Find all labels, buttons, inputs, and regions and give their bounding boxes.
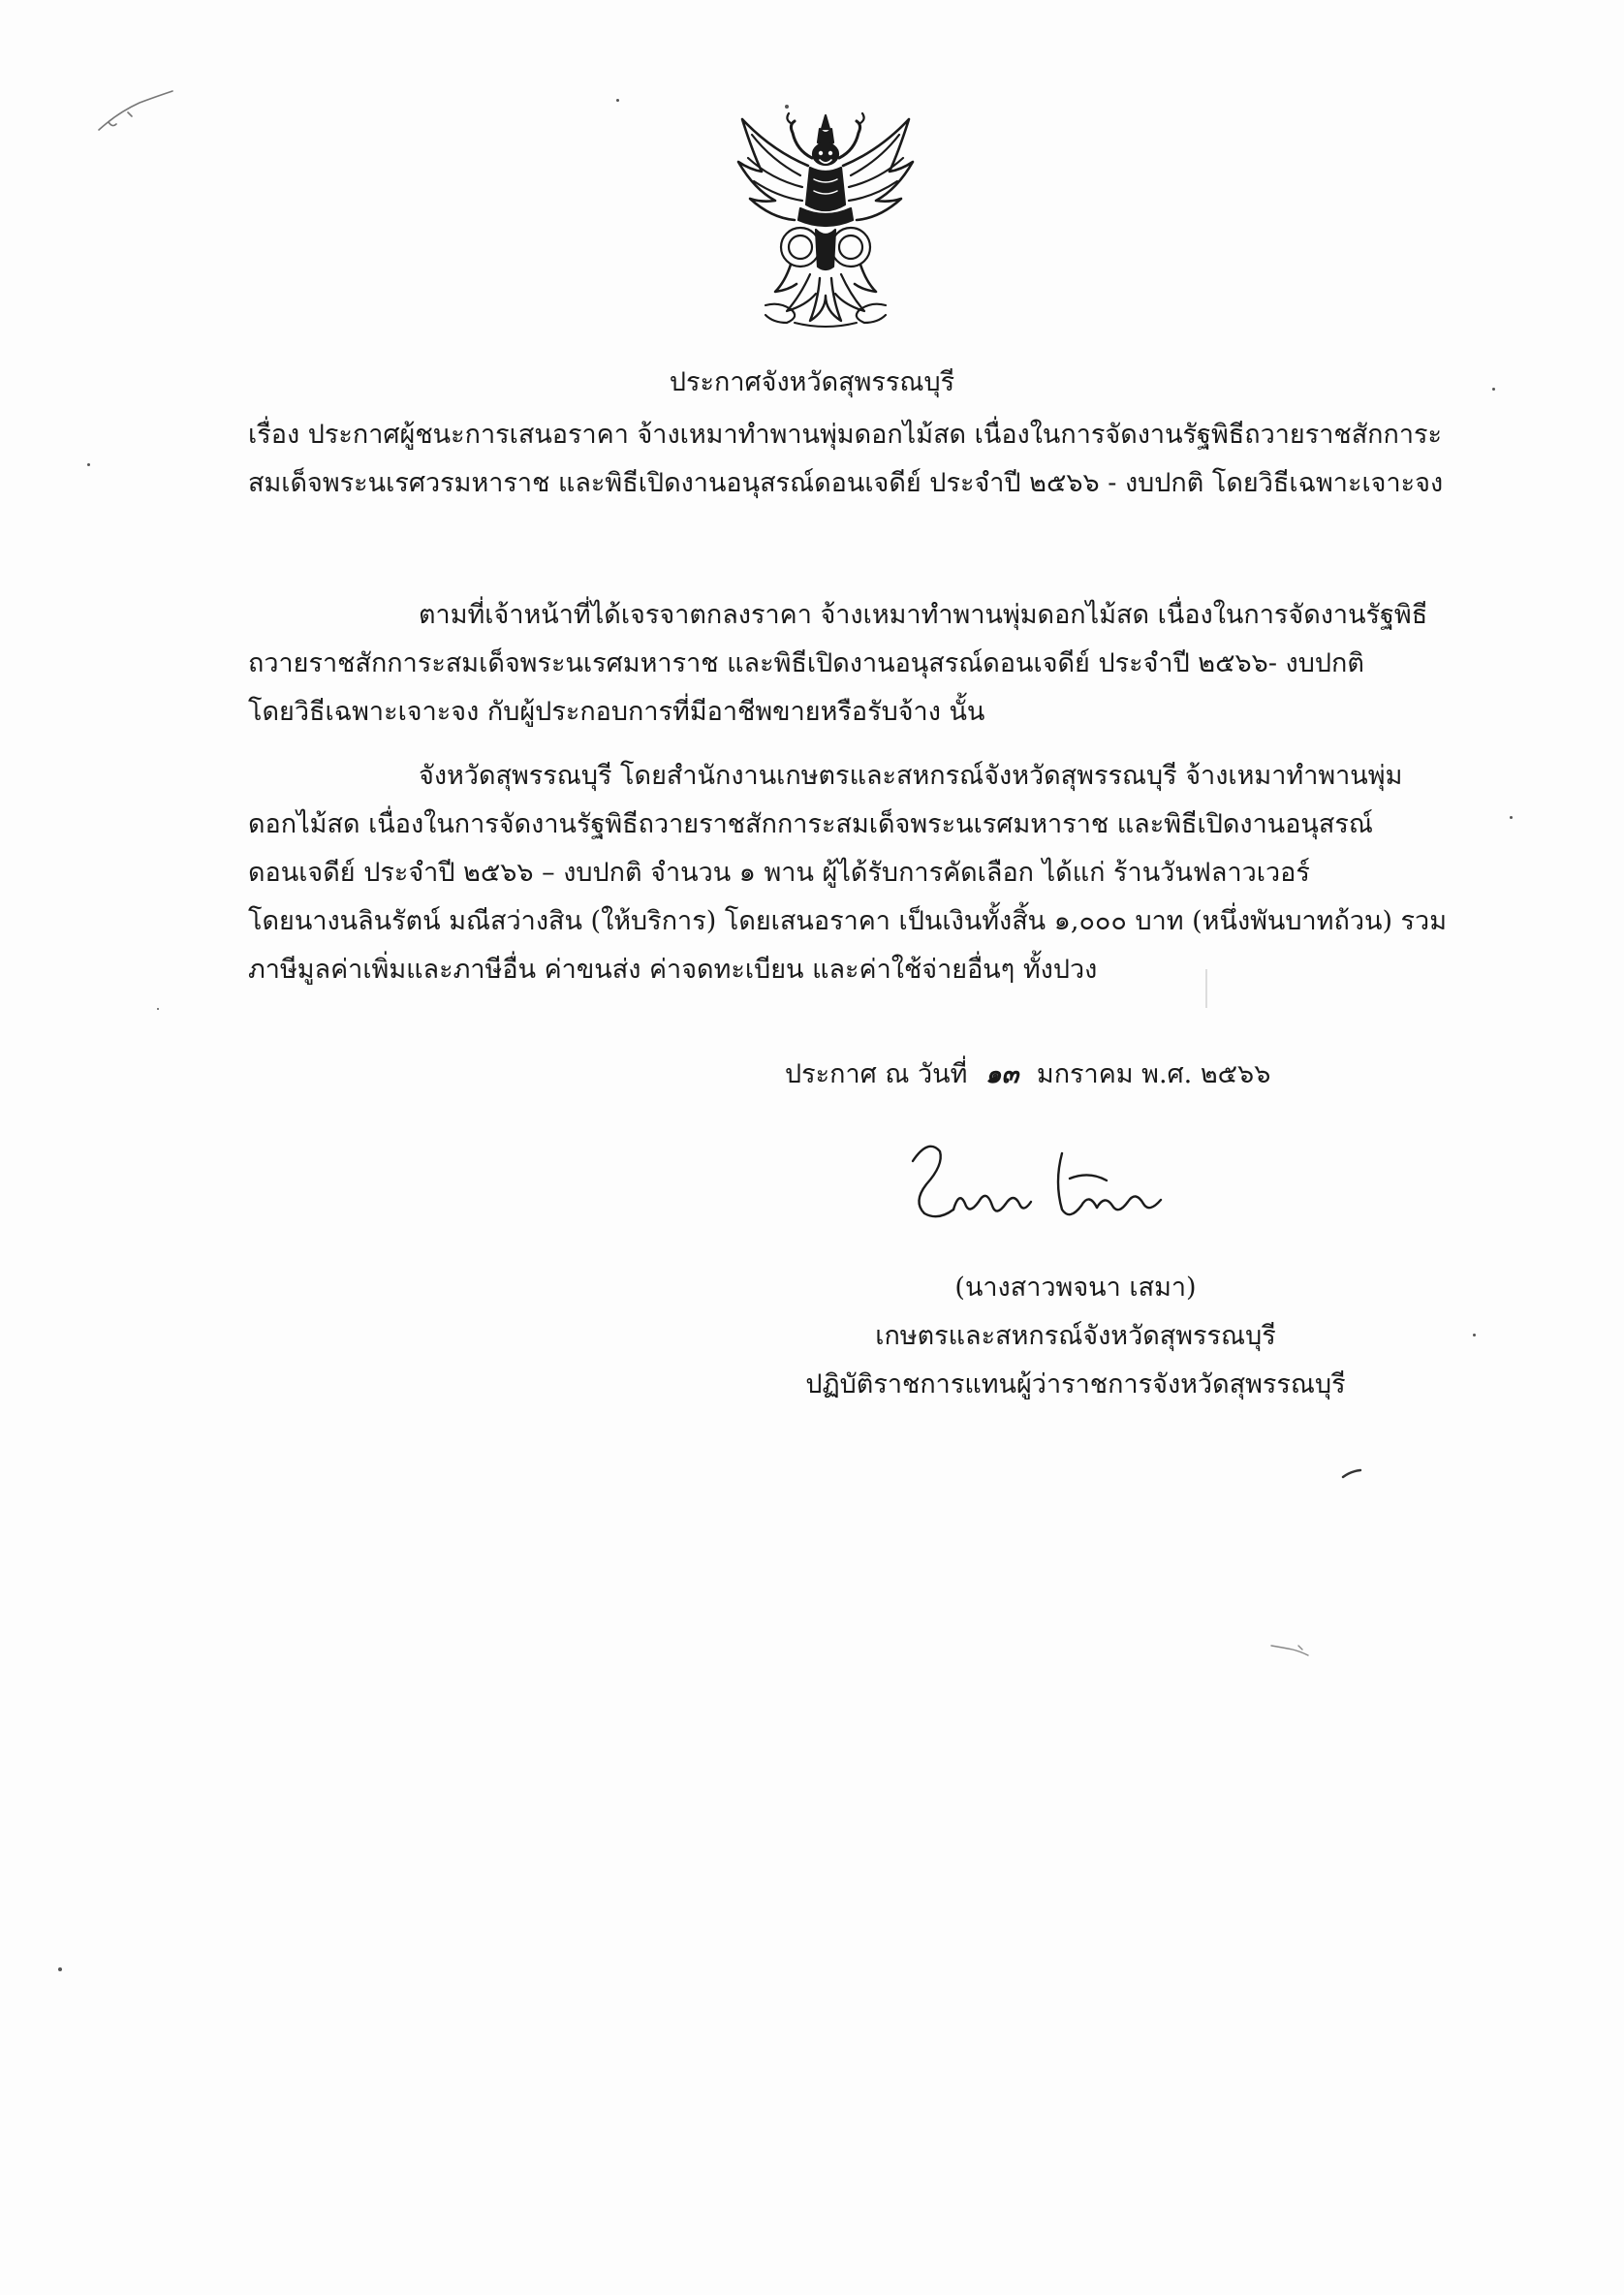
paragraph-2-line: จังหวัดสุพรรณบุรี โดยสำนักงานเกษตรและสหกรณ์จังหวัดสุพรรณบุรี จ้างเหมาทำพานพุ่ม	[419, 761, 1403, 791]
garuda-emblem-icon	[733, 111, 919, 330]
date-day-handwritten: ๑๓	[985, 1060, 1019, 1089]
scan-speck	[87, 463, 90, 466]
paragraph-1-line: โดยวิธีเฉพาะเจาะจง กับผู้ประกอบการที่มีอาชีพขายหรือรับจ้าง นั้น	[248, 697, 985, 727]
body-paragraph-1	[248, 591, 1469, 737]
announcement-date	[785, 1053, 1270, 1094]
announcement-subject	[248, 411, 1488, 508]
scan-mark-icon	[89, 83, 186, 141]
paragraph-2-line: ภาษีมูลค่าเพิ่มและภาษีอื่น ค่าขนส่ง ค่าจดทะเบียน และค่าใช้จ่ายอื่นๆ ทั้งปวง	[248, 955, 1098, 985]
subject-line-1: เรื่อง ประกาศผู้ชนะการเสนอราคา จ้างเหมาทำพานพุ่มดอกไม้สด เนื่องในการจัดงานรัฐพิธีถวายราชสักการะ	[248, 420, 1443, 450]
handwritten-signature-icon	[899, 1132, 1200, 1239]
scan-line	[1205, 969, 1207, 1008]
signatory-acting-position: ปฏิบัติราชการแทนผู้ว่าราชการจังหวัดสุพรรณบุรี	[805, 1369, 1346, 1399]
announcement-title: ประกาศจังหวัดสุพรรณบุรี	[669, 367, 955, 397]
signatory-name: (นางสาวพจนา เสมา)	[954, 1273, 1197, 1303]
date-prefix: ประกาศ ณ วันที่	[785, 1059, 968, 1089]
scan-speck	[1492, 388, 1495, 391]
scan-speck	[58, 1967, 62, 1971]
body-paragraph-2	[248, 752, 1469, 994]
scan-speck	[616, 99, 619, 102]
paragraph-2-line: โดยนางนลินรัตน์ มณีสว่างสิน (ให้บริการ) โดยเสนอราคา เป็นเงินทั้งสิ้น ๑,๐๐๐ บาท (หนึ่งพันบาทถ้วน) รวม	[248, 906, 1448, 936]
scan-speck	[1510, 816, 1513, 819]
scan-speck	[1473, 1334, 1476, 1336]
paragraph-2-line: ดอนเจดีย์ ประจำปี ๒๕๖๖ – งบปกติ จำนวน ๑ พาน ผู้ได้รับการคัดเลือก ได้แก่ ร้านวันฟลาวเวอร์	[248, 858, 1310, 888]
scan-mark-icon	[1341, 1467, 1364, 1481]
date-month-year: มกราคม พ.ศ. ๒๕๖๖	[1036, 1059, 1271, 1089]
scan-speck	[785, 105, 789, 109]
paragraph-2-line: ดอกไม้สด เนื่องในการจัดงานรัฐพิธีถวายราชสักการะสมเด็จพระนเรศมหาราช และพิธีเปิดงานอนุสรณ์	[248, 809, 1373, 839]
paragraph-1-line: ตามที่เจ้าหน้าที่ได้เจรจาตกลงราคา จ้างเหมาทำพานพุ่มดอกไม้สด เนื่องในการจัดงานรัฐพิธี	[419, 600, 1428, 630]
paragraph-1-line: ถวายราชสักการะสมเด็จพระนเรศมหาราช และพิธีเปิดงานอนุสรณ์ดอนเจดีย์ ประจำปี ๒๕๖๖- งบปกติ	[248, 648, 1364, 678]
subject-line-2: สมเด็จพระนเรศวรมหาราช และพิธีเปิดงานอนุสรณ์ดอนเจดีย์ ประจำปี ๒๕๖๖ - งบปกติ โดยวิธีเฉพาะเจาะจง	[248, 468, 1444, 498]
scan-mark-icon	[1269, 1638, 1318, 1661]
signatory-position: เกษตรและสหกรณ์จังหวัดสุพรรณบุรี	[875, 1321, 1276, 1351]
scan-speck	[157, 1008, 159, 1010]
